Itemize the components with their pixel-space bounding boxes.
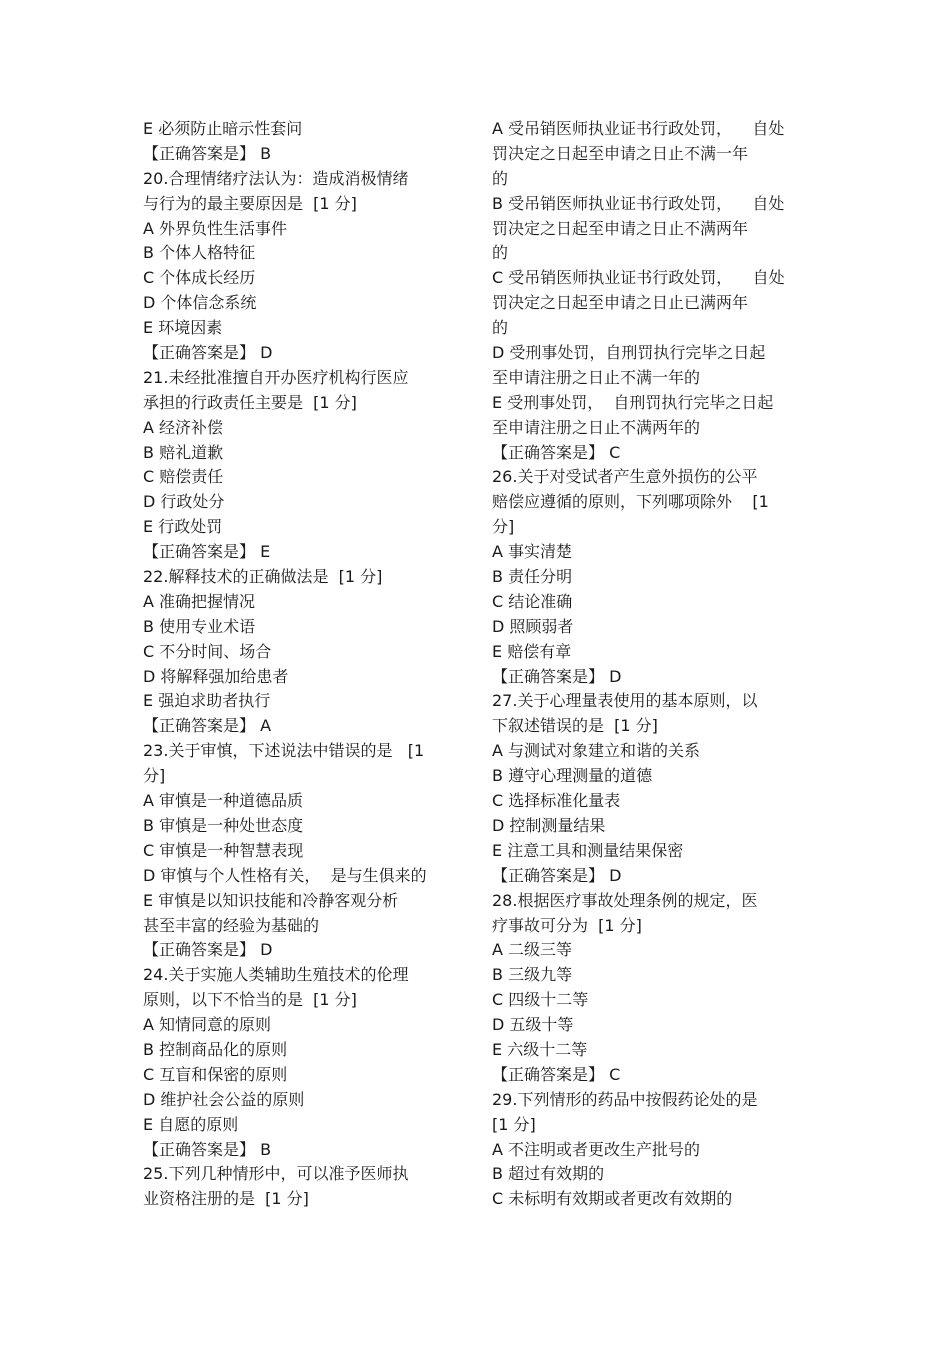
- text-line: A 准确把握情况: [143, 591, 256, 611]
- text-line: 的: [492, 243, 509, 263]
- text-line: 罚决定之日起至申请之日止不满一年: [492, 143, 749, 163]
- text-line: 分]: [143, 766, 166, 786]
- text-line: [1 分]: [492, 1114, 536, 1134]
- text-line: 【正确答案是】 D: [492, 865, 622, 885]
- text-line: 28.根据医疗事故处理条例的规定，医: [492, 890, 758, 910]
- text-line: E 六级十二等: [492, 1039, 588, 1059]
- text-line: 20.合理情绪疗法认为：造成消极情绪: [143, 168, 409, 188]
- text-line: 罚决定之日起至申请之日止不满两年: [492, 218, 749, 238]
- text-line: 疗事故可分为 [1 分]: [492, 915, 642, 935]
- text-line: B 三级九等: [492, 965, 573, 985]
- text-line: E 受刑事处罚， 自刑罚执行完毕之日起: [492, 392, 774, 412]
- text-line: 【正确答案是】 E: [143, 542, 271, 562]
- text-line: D 将解释强加给患者: [143, 666, 289, 686]
- text-line: D 维护社会公益的原则: [143, 1089, 305, 1109]
- text-line: D 个体信念系统: [143, 293, 257, 313]
- right-column: [492, 117, 812, 1212]
- text-line: 至申请注册之日止不满一年的: [492, 367, 701, 387]
- text-line: 【正确答案是】 C: [492, 442, 621, 462]
- text-line: 分]: [492, 517, 515, 537]
- text-line: E 赔偿有章: [492, 641, 572, 661]
- text-line: C 受吊销医师执业证书行政处罚， 自处: [492, 268, 785, 288]
- text-line: 29.下列情形的药品中按假药论处的是: [492, 1089, 758, 1109]
- text-line: 24.关于实施人类辅助生殖技术的伦理: [143, 965, 409, 985]
- text-line: 至申请注册之日止不满两年的: [492, 417, 701, 437]
- text-line: 【正确答案是】 B: [143, 1139, 272, 1159]
- text-line: E 强迫求助者执行: [143, 691, 271, 711]
- text-line: D 审慎与个人性格有关， 是与生俱来的: [143, 865, 427, 885]
- text-line: E 审慎是以知识技能和冷静客观分析: [143, 890, 399, 910]
- text-line: C 个体成长经历: [143, 268, 256, 288]
- text-line: 23.关于审慎，下述说法中错误的是 [1: [143, 741, 425, 761]
- text-line: 27.关于心理量表使用的基本原则，以: [492, 691, 758, 711]
- text-line: 业资格注册的是 [1 分]: [143, 1189, 309, 1209]
- text-line: C 结论准确: [492, 591, 573, 611]
- text-line: 21.未经批准擅自开办医疗机构行医应: [143, 367, 409, 387]
- text-line: A 不注明或者更改生产批号的: [492, 1139, 701, 1159]
- text-line: A 事实清楚: [492, 542, 573, 562]
- text-line: D 五级十等: [492, 1015, 574, 1035]
- text-line: A 与测试对象建立和谐的关系: [492, 741, 701, 761]
- text-line: B 遵守心理测量的道德: [492, 766, 653, 786]
- text-line: A 审慎是一种道德品质: [143, 791, 304, 811]
- text-line: E 必须防止暗示性套问: [143, 119, 303, 138]
- text-line: C 未标明有效期或者更改有效期的: [492, 1189, 733, 1209]
- text-line: B 超过有效期的: [492, 1164, 605, 1184]
- text-line: 【正确答案是】 D: [492, 666, 622, 686]
- text-line: B 使用专业术语: [143, 616, 256, 636]
- text-line: C 审慎是一种智慧表现: [143, 840, 304, 860]
- text-line: B 个体人格特征: [143, 243, 256, 263]
- text-line: E 自愿的原则: [143, 1114, 239, 1134]
- text-line: B 控制商品化的原则: [143, 1039, 288, 1059]
- text-line: 【正确答案是】 D: [143, 343, 273, 363]
- text-line: B 赔礼道歉: [143, 442, 224, 462]
- text-line: C 选择标准化量表: [492, 791, 621, 811]
- text-line: B 受吊销医师执业证书行政处罚， 自处: [492, 193, 785, 213]
- text-line: 的: [492, 168, 509, 188]
- text-line: 25.下列几种情形中，可以准予医师执: [143, 1164, 409, 1184]
- text-line: E 环境因素: [143, 318, 223, 338]
- text-line: 甚至丰富的经验为基础的: [143, 915, 320, 935]
- text-line: B 审慎是一种处世态度: [143, 815, 304, 835]
- text-line: C 四级十二等: [492, 990, 589, 1010]
- text-line: 承担的行政责任主要是 [1 分]: [143, 392, 357, 412]
- text-line: D 受刑事处罚，自刑罚执行完毕之日起: [492, 343, 766, 363]
- text-line: E 注意工具和测量结果保密: [492, 840, 684, 860]
- text-line: 下叙述错误的是 [1 分]: [492, 716, 658, 736]
- text-line: C 赔偿责任: [143, 467, 224, 487]
- left-column: [143, 117, 458, 1212]
- text-line: A 经济补偿: [143, 417, 224, 437]
- text-line: 罚决定之日起至申请之日止已满两年: [492, 293, 749, 313]
- text-line: D 控制测量结果: [492, 815, 606, 835]
- text-line: 26.关于对受试者产生意外损伤的公平: [492, 467, 758, 487]
- text-line: E 行政处罚: [143, 517, 223, 537]
- text-line: 【正确答案是】 A: [143, 716, 272, 736]
- text-line: 的: [492, 318, 509, 338]
- text-line: D 行政处分: [143, 492, 225, 512]
- text-line: 原则，以下不恰当的是 [1 分]: [143, 990, 357, 1010]
- text-line: 【正确答案是】 B: [143, 143, 272, 163]
- text-line: B 责任分明: [492, 567, 573, 587]
- text-line: 赔偿应遵循的原则，下列哪项除外 [1: [492, 492, 769, 512]
- text-line: A 受吊销医师执业证书行政处罚， 自处: [492, 119, 785, 138]
- text-line: 【正确答案是】 D: [143, 940, 273, 960]
- text-line: C 互盲和保密的原则: [143, 1064, 288, 1084]
- text-line: 与行为的最主要原因是 [1 分]: [143, 193, 357, 213]
- text-line: C 不分时间、场合: [143, 641, 272, 661]
- text-line: A 外界负性生活事件: [143, 218, 288, 238]
- text-line: A 二级三等: [492, 940, 573, 960]
- text-line: 22.解释技术的正确做法是 [1 分]: [143, 567, 383, 587]
- text-line: D 照顾弱者: [492, 616, 574, 636]
- text-line: A 知情同意的原则: [143, 1015, 272, 1035]
- text-line: 【正确答案是】 C: [492, 1064, 621, 1084]
